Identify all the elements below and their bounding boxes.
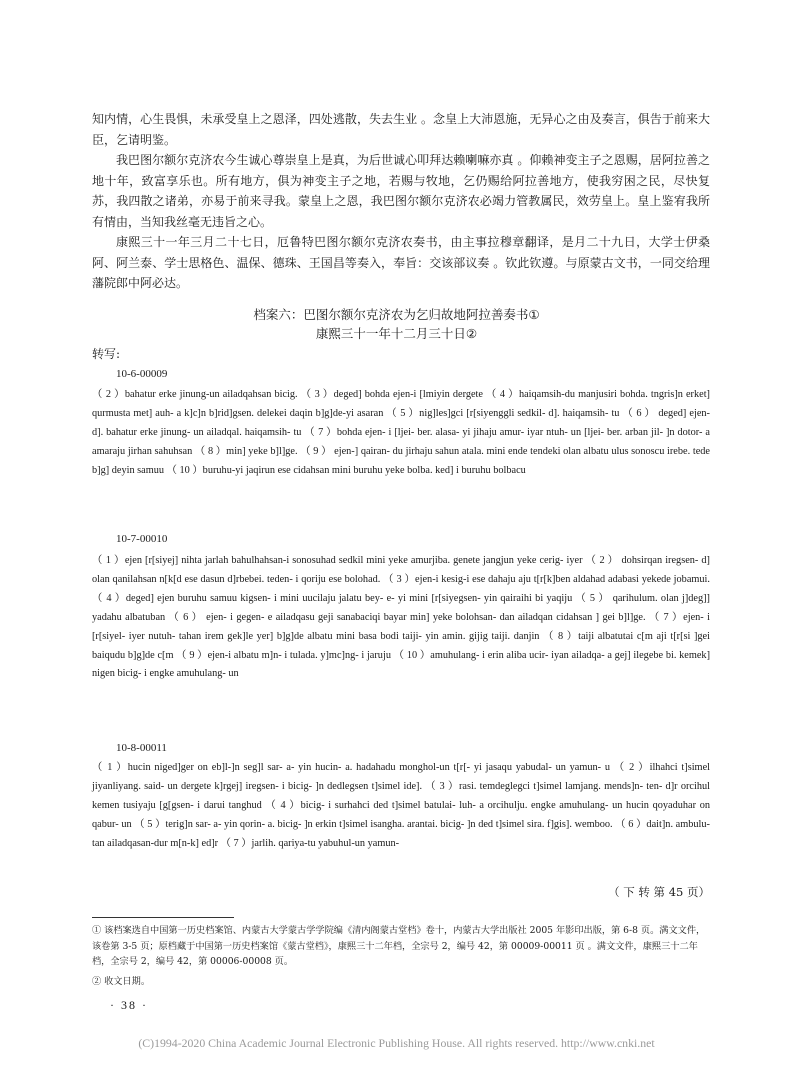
continued-note: （ 下 转 第 45 页）: [608, 885, 710, 899]
archive-date: 康熙三十一年十二月三十日②: [315, 326, 478, 341]
body-paragraph-2: 我巴图尔额尔克济农今生诚心尊崇皇上是真，为后世诚心叩拜达赖喇嘛亦真 。仰赖神变主子之恩赐，居阿拉善之地十年，致富享乐也。所有地方，俱为神变主子之地，若赐与牧地，乞仍赐给阿拉善地方，使我穷困之民，尽快复苏，我四散之诸弟，亦易于前来寻我。蒙皇上之恩，我巴图尔额尔克济农必竭力管教属民，效劳皇上。皇上鉴宥我所有情由，当知我丝毫无违旨之心。: [92, 153, 710, 229]
archive-title: 档案六：巴图尔额尔克济农为乞归故地阿拉善奏书①: [253, 307, 540, 322]
body-paragraph-3: 康熙三十一年三月二十七日，厄鲁特巴图尔额尔克济农奏书，由主事拉穆章翻译，是月二十九日，大学士伊桑阿、阿兰泰、学士思格色、温保、德珠、王国昌等奏入，奉旨：交该部议奏 。钦此钦遵。与原蒙古文书，一同交给理藩院郎中阿必达。: [92, 235, 710, 290]
footnote-2: ② 收文日期。: [92, 976, 151, 987]
entry-id-3: 10-8-00011: [116, 742, 167, 754]
entry-id-2: 10-7-00010: [116, 533, 168, 545]
body-paragraph-1: 知内情，心生畏惧，未承受皇上之恩泽，四处逃散，失去生业 。念皇上大沛恩施，无异心之由及奏言，俱告于前来大臣，乞请明鉴。: [92, 112, 710, 147]
entry-id-1: 10-6-00009: [116, 368, 168, 380]
transcription-label: 转写:: [92, 347, 121, 361]
footnote-1: ① 该档案选自中国第一历史档案馆、内蒙古大学蒙古学学院编《清内阁蒙古堂档》卷十，内蒙古大学出版社 2005 年影印出版，第 6-8 页。满文文件，该卷第 3-5 页；原档藏于中国第一历史档案馆《蒙古堂档》，康熙三十二年档，全宗号 2，编号 42，第 00009-00011 页 。满文文件，康熙三十二年档，全宗号 2，编号 42，第 00006-00008 页。: [92, 925, 706, 967]
entry-text-2: （ 1 ）ejen [r[siyej] nihta jarlah bahulhahsan-i sonosuhad sedkil mini yeke amurjiba. genete jangjun yeke cerig- iyer （ 2 ） dohsirqan iregsen- d] olan qanilahsan n[k[d ese dasun d]rbebei. teden- i qoriju ese bolohad. （ 3 ）ejen-i kesig-i ese dahaju aju t[r[k]ben aldahad adabasi yekede jobamui. （ 4 ）deged] ejen buruhu samuu kigsen- i mini uucilaju jalatu bey- e- yi mini [r[siyegsen- yin qairaihi bi yaqiju （ 5 ） qarihulum. olan j]deg]] yadahu albatuban （ 6 ） ejen- i gegen- e ailadqasu geji sanabaciqi bayar min] yeke bolohsan- dan ailadqan cidahsan ] gei b]l]ge. （ 7 ）ejen- i [r[siyel- iyer nutuh- tahan irem gek]le yer] b]g]de albatu mini basa bodi taiji- yin amin. gijig taiji. danjin （ 8 ）taiji albatutai c[m aji t[r[si ]gei baiqudu b]g]de c[m （ 9 ）ejen-i albatu m]n- i tulada. y]mc]ng- i jaruju （ 10 ）amuhulang- i erin aliba ucir- iyan ailadqa- a gej] ilegebe bi. kemek] nigen bicig- i engke amuhulang- un: [92, 555, 710, 680]
entry-text-3: （ 1 ）hucin niged]ger on eb]l-]n seg]l sar- a- yin hucin- a. hadahadu monghol-un t[r[- yi jasaqu yabudal- un yamun- u （ 2 ）ilhahci t]simel jiyanliyang. said- un dergete k]rgej] iregsen- i bicig- ]n dedlegsen t]simel ide]. （ 3 ）rasi. temdeglegci t]simel lamjang. mends]n- ten- d]r orcihul kemen tusiyaju [g[gsen- i darui tanghud （ 4 ）bicig- i surhahci ded t]simel batulai- luh- a orcihulju. engke amuhulang- un hucin qoyaduhar on qabur- un （ 5 ）terig]n sar- a- yin qorin- a. bicig- ]n erkin t]simel isangha. arantai. bicig- ]n ded t]simel sira. f]gis]. wemboo. （ 6 ）dait]n. ambulu-tan ailadqasan-dur m[n-k] ed]r （ 7 ）jarlih. qariya-tu yabuhul-un yamun-: [92, 762, 710, 849]
copyright-footer: (C)1994-2020 China Academic Journal Electronic Publishing House. All rights reserved. http://www.cnki.net: [138, 1036, 655, 1050]
page-number: · 38 ·: [110, 998, 148, 1012]
entry-text-1: （ 2 ）bahatur erke jinung-un ailadqahsan bicig. （ 3 ）deged] bohda ejen-i [lmiyin dergete （ 4 ）haiqamsih-du manjusiri bohda. tngris]n erket] qurmusta met] auh- a k]c]n b]rid]gsen. delekei daqin b]g]de-yi asaran （ 5 ）nig]les]gci [r[siyenggli sedkil- d]. haiqamsih- tu （ 6 ） deged] ejen- d]. bahatur erke jinung- un ailadqal. haiqamsih- tu （ 7 ）bohda ejen- i [ljei- ber. alasa- yi jihaju amur- iyar ntuh- un [ljei- ber. arban jil- ]n dotor- a amaraju jirhan sahuhsan （ 8 ）min] yeke b]l]ge. （ 9 ） ejen-] qairan- du jirhaju sahun atala. mini ende tendeki olan albatu ulus sonoscu irebe. tede b]g] deyin samuu （ 10 ）buruhu-yi jaqirun ese cidahsan mini buruhu yeke bolba. ked] i buruhu bolbacu: [92, 389, 710, 476]
footnote-rule: [92, 917, 234, 918]
